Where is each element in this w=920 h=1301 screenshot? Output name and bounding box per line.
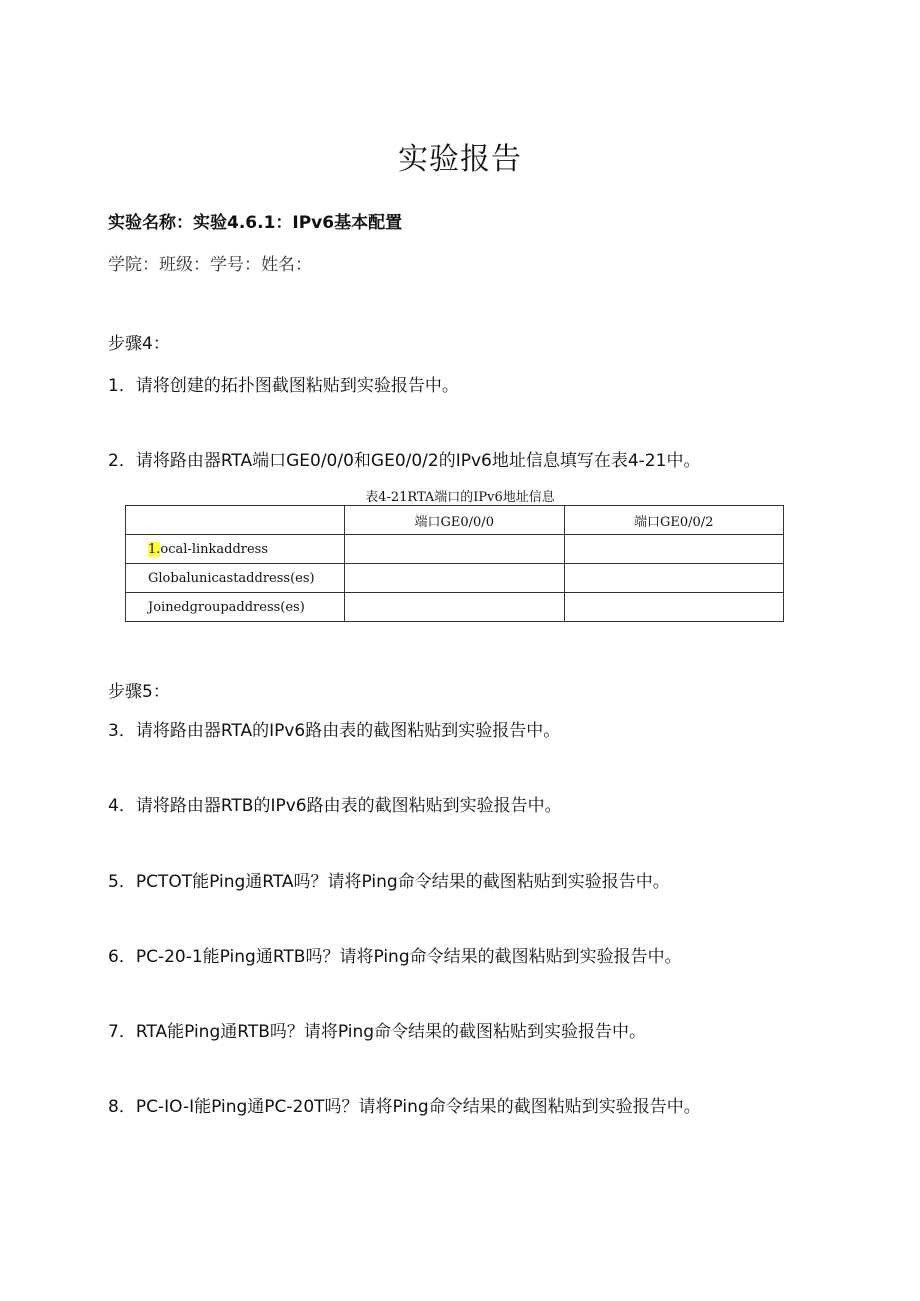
table-row — [126, 535, 784, 564]
cell-joined-group-ge002[interactable] — [564, 593, 784, 622]
question-8: 8．PC-IO-I能Ping通PC-20T吗？请将Ping命令结果的截图粘贴到实验报告中。 — [108, 1097, 701, 1117]
step5-heading: 步骤5： — [108, 682, 170, 702]
cell-link-local-ge000[interactable] — [345, 535, 565, 564]
cell-joined-group-ge000[interactable] — [345, 593, 565, 622]
question-6: 6．PC-20-1能Ping通RTB吗？请将Ping命令结果的截图粘贴到实验报告中。 — [108, 947, 682, 967]
question-3: 3．请将路由器RTA的IPv6路由表的截图粘贴到实验报告中。 — [108, 721, 561, 741]
question-4: 4．请将路由器RTB的IPv6路由表的截图粘贴到实验报告中。 — [108, 796, 562, 816]
question-5: 5．PCTOT能Ping通RTA吗？请将Ping命令结果的截图粘贴到实验报告中。 — [108, 872, 670, 892]
row-label-link-local-text: ocal-linkaddress — [160, 541, 269, 557]
document-title: 实验报告 — [398, 142, 522, 177]
cell-global-unicast-ge002[interactable] — [564, 564, 784, 593]
step4-heading: 步骤4： — [108, 334, 170, 354]
student-info-line: 学院：班级：学号：姓名： — [108, 255, 312, 275]
question-2: 2．请将路由器RTA端口GE0/0/0和GE0/0/2的IPv6地址信息填写在表4-21中。 — [108, 451, 701, 471]
table-caption: 表4-21RTA端口的IPv6地址信息 — [365, 490, 555, 505]
table-header-blank — [126, 506, 345, 535]
ipv6-address-table — [125, 505, 784, 622]
experiment-name: 实验名称：实验4.6.1：IPv6基本配置 — [108, 213, 403, 233]
row-label-global-unicast: Globalunicastaddress(es) — [126, 564, 345, 593]
row-label-link-local — [126, 535, 345, 564]
row-label-joined-group: Joinedgroupaddress(es) — [126, 593, 345, 622]
table-header-ge000: 端口GE0/0/0 — [345, 506, 565, 535]
table-header-ge002: 端口GE0/0/2 — [564, 506, 784, 535]
table-header-row — [126, 506, 784, 535]
cell-global-unicast-ge000[interactable] — [345, 564, 565, 593]
question-7: 7．RTA能Ping通RTB吗？请将Ping命令结果的截图粘贴到实验报告中。 — [108, 1022, 647, 1042]
table-row — [126, 593, 784, 622]
cell-link-local-ge002[interactable] — [564, 535, 784, 564]
table-row — [126, 564, 784, 593]
question-1: 1．请将创建的拓扑图截图粘贴到实验报告中。 — [108, 376, 459, 396]
highlight-mark: 1. — [148, 541, 161, 557]
